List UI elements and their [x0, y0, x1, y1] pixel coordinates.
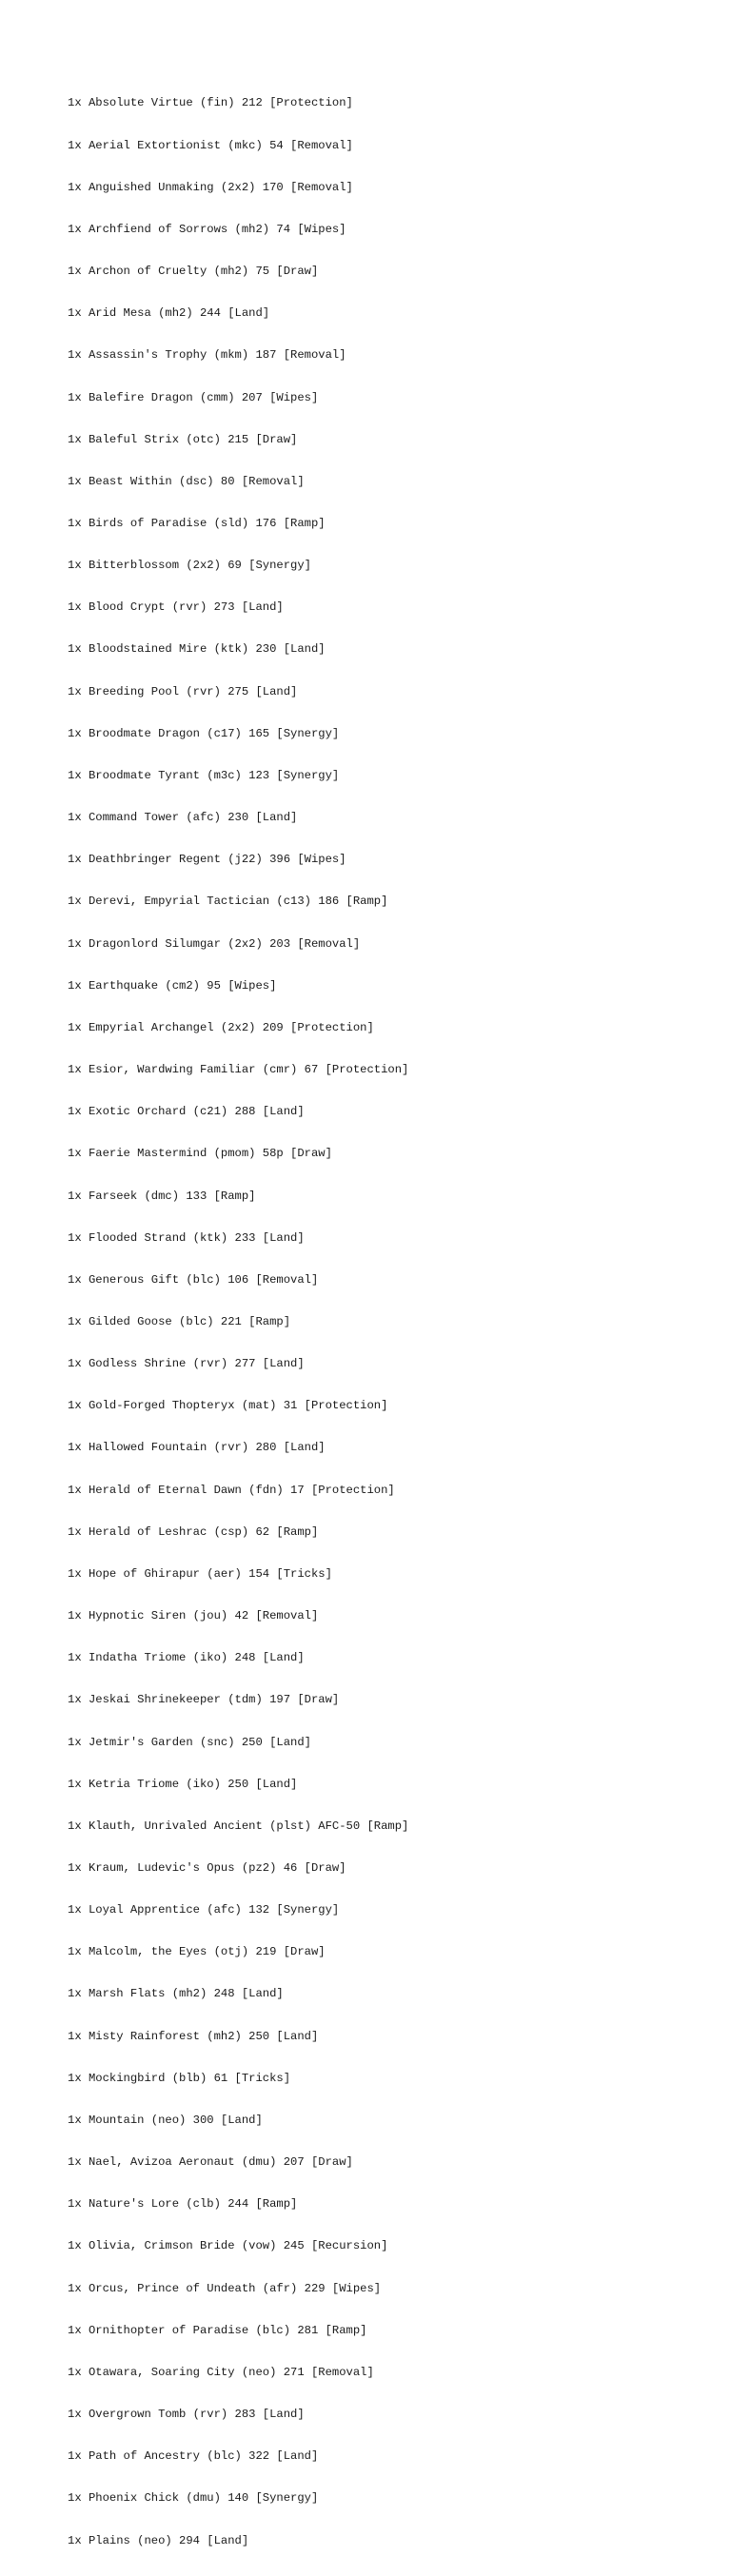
list-item: 1x Mockingbird (blb) 61 [Tricks]	[68, 2071, 291, 2085]
list-item: 1x Broodmate Tyrant (m3c) 123 [Synergy]	[68, 768, 340, 782]
list-item: 1x Plains (neo) 294 [Land]	[68, 2533, 249, 2547]
list-item: 1x Faerie Mastermind (pmom) 58p [Draw]	[68, 1147, 332, 1161]
list-item: 1x Mountain (neo) 300 [Land]	[68, 2113, 263, 2127]
list-item: 1x Balefire Dragon (cmm) 207 [Wipes]	[68, 390, 319, 404]
list-item: 1x Ketria Triome (iko) 250 [Land]	[68, 1777, 298, 1791]
list-item: 1x Phoenix Chick (dmu) 140 [Synergy]	[68, 2491, 319, 2506]
list-item: 1x Empyrial Archangel (2x2) 209 [Protection]	[68, 1020, 374, 1034]
list-item: 1x Arid Mesa (mh2) 244 [Land]	[68, 306, 270, 321]
list-item: 1x Exotic Orchard (c21) 288 [Land]	[68, 1105, 305, 1119]
deck-list	[68, 69, 408, 2576]
list-item: 1x Klauth, Unrivaled Ancient (plst) AFC-50 [Ramp]	[68, 1819, 409, 1833]
list-item: 1x Malcolm, the Eyes (otj) 219 [Draw]	[68, 1945, 326, 1959]
list-item: 1x Path of Ancestry (blc) 322 [Land]	[68, 2449, 319, 2464]
list-item: 1x Herald of Leshrac (csp) 62 [Ramp]	[68, 1524, 319, 1539]
list-item: 1x Marsh Flats (mh2) 248 [Land]	[68, 1987, 284, 2001]
list-item: 1x Jeskai Shrinekeeper (tdm) 197 [Draw]	[68, 1693, 340, 1707]
list-item: 1x Olivia, Crimson Bride (vow) 245 [Recursion]	[68, 2239, 388, 2253]
list-item: 1x Bloodstained Mire (ktk) 230 [Land]	[68, 642, 326, 657]
list-item: 1x Birds of Paradise (sld) 176 [Ramp]	[68, 517, 326, 530]
list-item: 1x Overgrown Tomb (rvr) 283 [Land]	[68, 2408, 305, 2422]
list-item: 1x Esior, Wardwing Familiar (cmr) 67 [Protection]	[68, 1063, 409, 1077]
list-item: 1x Otawara, Soaring City (neo) 271 [Removal]	[68, 2365, 374, 2379]
list-item: 1x Herald of Eternal Dawn (fdn) 17 [Protection]	[68, 1483, 395, 1497]
list-item: 1x Blood Crypt (rvr) 273 [Land]	[68, 600, 284, 615]
list-item: 1x Archon of Cruelty (mh2) 75 [Draw]	[68, 265, 319, 279]
list-item: 1x Misty Rainforest (mh2) 250 [Land]	[68, 2029, 319, 2043]
list-item: 1x Nael, Avizoa Aeronaut (dmu) 207 [Draw]	[68, 2155, 353, 2170]
list-item: 1x Jetmir's Garden (snc) 250 [Land]	[68, 1735, 311, 1749]
list-item: 1x Absolute Virtue (fin) 212 [Protection]	[68, 96, 353, 110]
list-item: 1x Flooded Strand (ktk) 233 [Land]	[68, 1230, 305, 1245]
list-item: 1x Baleful Strix (otc) 215 [Draw]	[68, 432, 298, 446]
list-item: 1x Aerial Extortionist (mkc) 54 [Removal]	[68, 138, 353, 152]
list-item: 1x Breeding Pool (rvr) 275 [Land]	[68, 684, 298, 698]
list-item: 1x Gold-Forged Thopteryx (mat) 31 [Protection]	[68, 1399, 388, 1413]
list-item: 1x Godless Shrine (rvr) 277 [Land]	[68, 1357, 305, 1371]
list-item: 1x Hope of Ghirapur (aer) 154 [Tricks]	[68, 1566, 332, 1581]
list-item: 1x Orcus, Prince of Undeath (afr) 229 [Wipes]	[68, 2281, 382, 2295]
list-item: 1x Assassin's Trophy (mkm) 187 [Removal]	[68, 348, 346, 363]
list-item: 1x Beast Within (dsc) 80 [Removal]	[68, 474, 305, 488]
list-item: 1x Anguished Unmaking (2x2) 170 [Removal]	[68, 180, 353, 194]
list-item: 1x Loyal Apprentice (afc) 132 [Synergy]	[68, 1903, 340, 1917]
list-item: 1x Archfiend of Sorrows (mh2) 74 [Wipes]	[68, 222, 346, 236]
list-item: 1x Command Tower (afc) 230 [Land]	[68, 811, 298, 825]
list-item: 1x Indatha Triome (iko) 248 [Land]	[68, 1651, 305, 1665]
list-item: 1x Derevi, Empyrial Tactician (c13) 186 [Ramp]	[68, 895, 388, 909]
list-item: 1x Bitterblossom (2x2) 69 [Synergy]	[68, 559, 311, 573]
list-item: 1x Kraum, Ludevic's Opus (pz2) 46 [Draw]	[68, 1861, 346, 1875]
list-item: 1x Nature's Lore (clb) 244 [Ramp]	[68, 2197, 298, 2212]
list-item: 1x Gilded Goose (blc) 221 [Ramp]	[68, 1314, 291, 1328]
list-item: 1x Farseek (dmc) 133 [Ramp]	[68, 1189, 256, 1203]
list-item: 1x Hypnotic Siren (jou) 42 [Removal]	[68, 1609, 319, 1623]
list-item: 1x Deathbringer Regent (j22) 396 [Wipes]	[68, 853, 346, 867]
list-item: 1x Broodmate Dragon (c17) 165 [Synergy]	[68, 726, 340, 740]
list-item: 1x Dragonlord Silumgar (2x2) 203 [Removal]	[68, 936, 361, 951]
list-item: 1x Hallowed Fountain (rvr) 280 [Land]	[68, 1441, 326, 1455]
list-item: 1x Earthquake (cm2) 95 [Wipes]	[68, 978, 277, 993]
list-item: 1x Ornithopter of Paradise (blc) 281 [Ramp]	[68, 2323, 367, 2337]
list-item: 1x Generous Gift (blc) 106 [Removal]	[68, 1272, 319, 1287]
